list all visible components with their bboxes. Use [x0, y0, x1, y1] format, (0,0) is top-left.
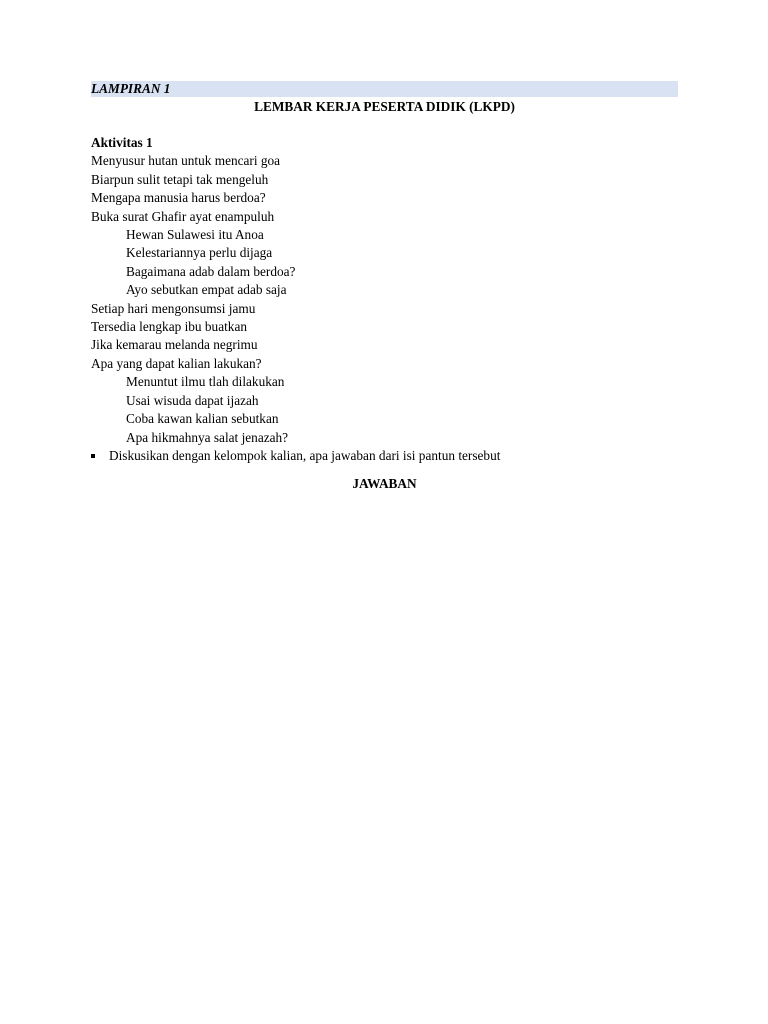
pantun-line: Coba kawan kalian sebutkan	[126, 411, 279, 427]
pantun-line: Usai wisuda dapat ijazah	[126, 392, 259, 408]
pantun-line: Mengapa manusia harus berdoa?	[91, 190, 266, 206]
instruction-item	[91, 447, 678, 465]
activity-heading: Aktivitas 1	[91, 135, 153, 150]
square-bullet-icon	[91, 454, 95, 458]
pantun-line: Buka surat Ghafir ayat enampuluh	[91, 208, 275, 224]
pantun-line: Biarpun sulit tetapi tak mengeluh	[91, 171, 269, 187]
pantun-line: Jika kemarau melanda negrimu	[91, 337, 258, 353]
pantun-line: Menuntut ilmu tlah dilakukan	[126, 374, 285, 390]
page-title: LEMBAR KERJA PESERTA DIDIK (LKPD)	[254, 99, 515, 114]
instruction-text: Diskusikan dengan kelompok kalian, apa jawaban dari isi pantun tersebut	[109, 447, 501, 463]
pantun-line: Apa hikmahnya salat jenazah?	[126, 429, 289, 445]
pantun-line: Setiap hari mengonsumsi jamu	[91, 300, 256, 316]
pantun-line: Apa yang dapat kalian lakukan?	[91, 355, 262, 371]
worksheet-page	[91, 81, 678, 494]
pantun-line: Tersedia lengkap ibu buatkan	[91, 319, 247, 335]
pantun-line: Bagaimana adab dalam berdoa?	[126, 263, 296, 279]
spacer	[91, 116, 678, 134]
pantun-line: Ayo sebutkan empat adab saja	[126, 282, 287, 298]
answer-heading: JAWABAN	[352, 476, 417, 492]
pantun-line: Menyusur hutan untuk mencari goa	[91, 153, 281, 169]
pantun-line: Kelestariannya perlu dijaga	[126, 245, 273, 261]
pantun-line: Hewan Sulawesi itu Anoa	[126, 227, 264, 243]
lampiran-label: LAMPIRAN 1	[91, 81, 678, 97]
